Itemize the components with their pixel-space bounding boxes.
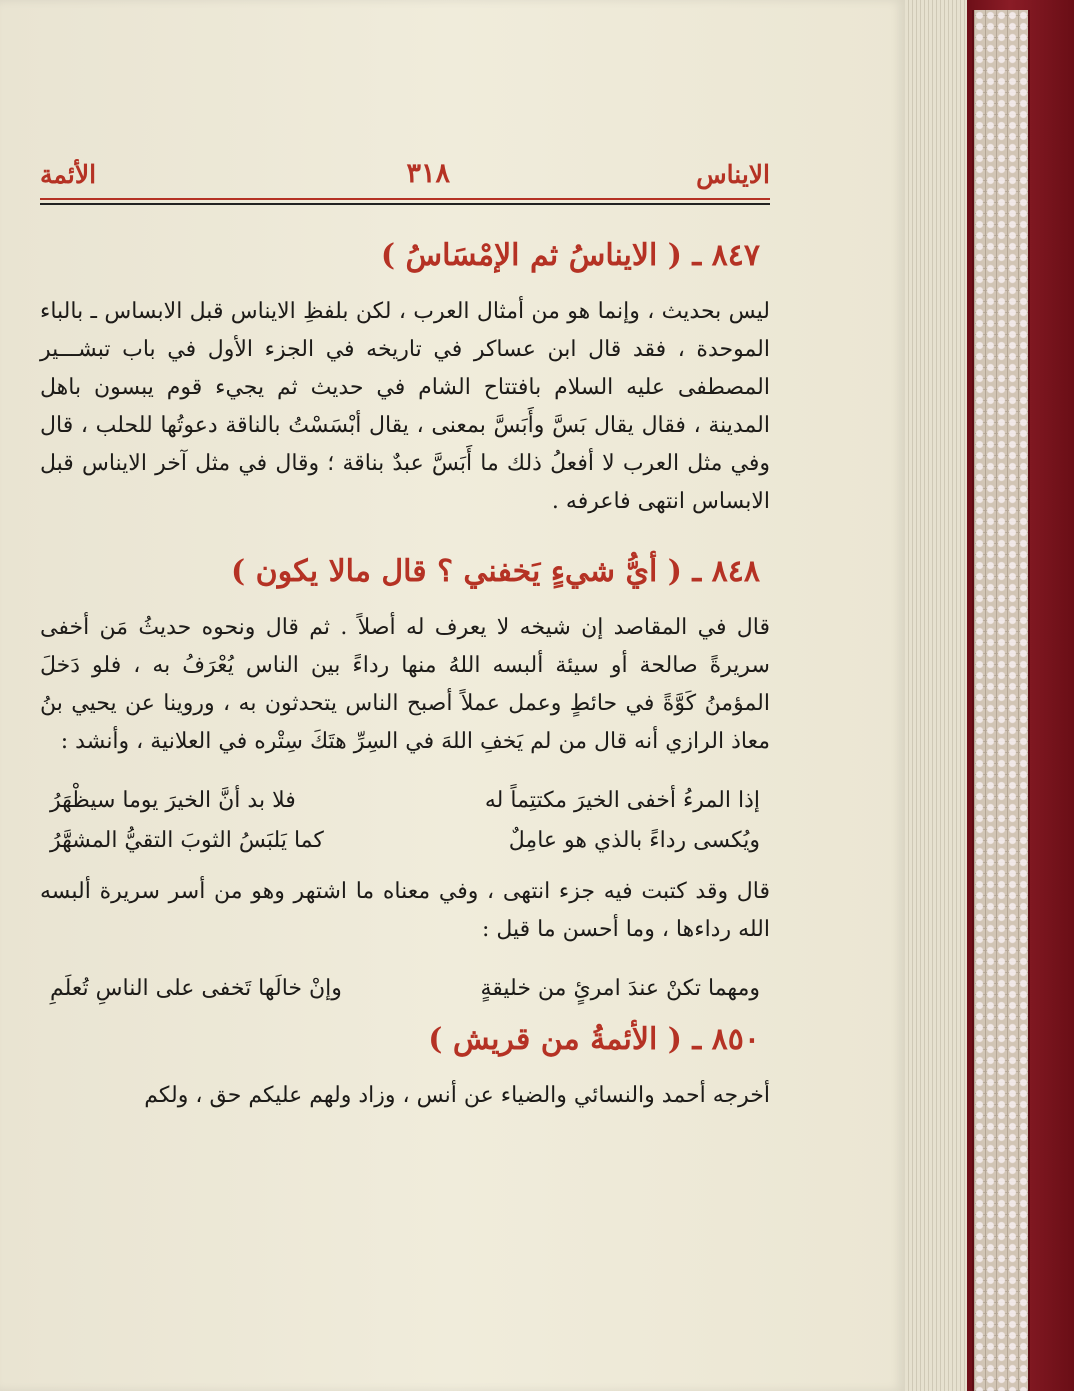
- running-header: [40, 150, 770, 192]
- header-right-title: الايناس: [696, 160, 770, 189]
- entry-body-850: [40, 1077, 770, 1115]
- entry-body-848: [40, 609, 770, 761]
- page-number: ٣١٨: [406, 158, 450, 189]
- verse-first-half: ويُكسى رداءً بالذي هو عامِلٌ: [508, 828, 760, 853]
- page-edges: [905, 0, 967, 1391]
- verse-line: [50, 969, 760, 1009]
- poem-verses-2: [40, 969, 770, 1009]
- entry-heading-848: ٨٤٨ ـ ( أيُّ شيءٍ يَخفني ؟ قال مالا يكون ): [231, 554, 760, 589]
- verse-line: [50, 821, 760, 861]
- header-rule-red: [40, 198, 770, 200]
- verse-line: [50, 781, 760, 821]
- entry-heading-847: ٨٤٧ ـ ( الايناسُ ثم الإمْسَاسُ ): [380, 238, 760, 273]
- entry-body-847: [40, 293, 770, 521]
- page-text: [40, 150, 770, 1115]
- poem-verses: [40, 781, 770, 861]
- verse-first-half: ومهما تكنْ عندَ امرئٍ من خليقةٍ: [480, 976, 760, 1001]
- paragraph: قال في المقاصد إن شيخه لا يعرف له أصلاً . ثم قال ونحوه حديثُ مَن أخفى سريرةً صالحة أو سيئة ألبسه اللهُ منها رداءً بين الناس يُعْرَفُ به ، فلو دَخلَ المؤمنُ كَوَّةً في حائطٍ وعمل عملاً أصبح الناس يتحدثون به ، وروينا عن يحيي بنُ معاذ الرازي أنه قال من لم يَخفِ اللهَ في السِرِّ هتَكَ سِتْره في العلانية ، وأنشد :: [40, 615, 770, 754]
- verse-second-half: وإنْ خالَها تَخفى على الناسِ تُعلَمِ: [50, 976, 342, 1001]
- paragraph: أخرجه أحمد والنسائي والضياء عن أنس ، وزاد ولهم عليكم حق ، ولكم: [144, 1083, 770, 1108]
- entry-body-848-continued: [40, 873, 770, 949]
- paragraph: ليس بحديث ، وإنما هو من أمثال العرب ، لكن بلفظِ الايناس قبل الابساس ـ بالباء الموحدة ، فقد قال ابن عساكر في تاريخه في الجزء الأول في باب تبشـــير المصطفى عليه السلام بافتتاح الشام في حديث ثم يجيء قوم يبسون باهل المدينة ، فقال يقال بَسَّ وأَبَسَّ بمعنى ، يقال أبْسَسْتُ بالناقة دعوتُها للحلب ، قال وفي مثل العرب لا أفعلُ ذلك ما أَبَسَّ عبدٌ بناقة ؛ وقال في مثل آخر الايناس قبل الابساس انتهى فاعرفه .: [40, 299, 771, 514]
- paragraph: قال وقد كتبت فيه جزء انتهى ، وفي معناه ما اشتهر وهو من أسر سريرة ألبسه الله رداءها ، وما أحسن ما قيل :: [40, 879, 770, 942]
- verse-first-half: إذا المرءُ أخفى الخيرَ مكتتِماً له: [484, 788, 760, 813]
- verse-second-half: كما يَلبَسُ الثوبَ التقيُّ المشهَّرُ: [50, 828, 324, 853]
- header-rule-dark: [40, 203, 770, 205]
- header-left-title: الأئمة: [40, 160, 97, 189]
- entry-heading-850: ٨٥٠ ـ ( الأئمةُ من قريش ): [428, 1022, 760, 1057]
- verse-second-half: فلا بد أنَّ الخيرَ يوما سيظْهَرُ: [50, 788, 296, 813]
- spine-headband: [972, 10, 1030, 1391]
